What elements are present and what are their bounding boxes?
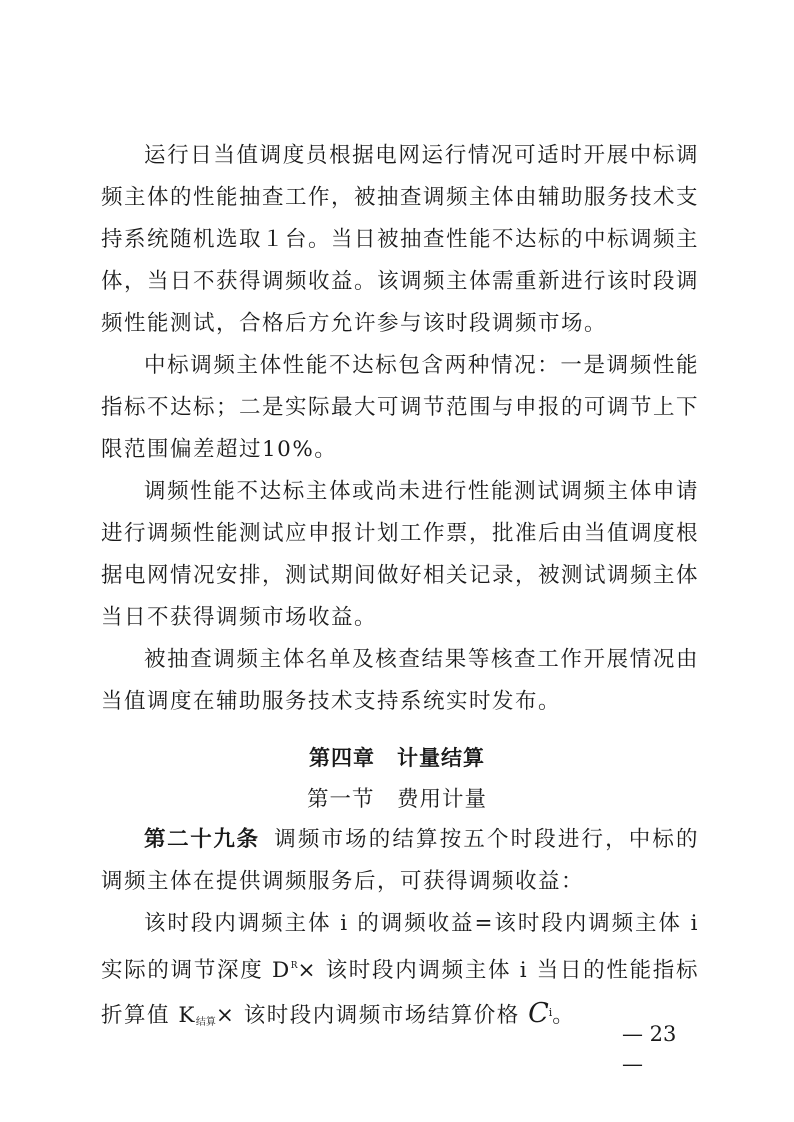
article-number: 第二十九条	[144, 827, 260, 852]
article-text: 调频市场的结算按五个时段进行，中标的调频主体在提供调频服务后，可获得调频收益：	[101, 827, 699, 894]
article-paragraph	[101, 819, 699, 903]
paragraph-performance-test: 调频性能不达标主体或尚未进行性能测试调频主体申请进行调频性能测试应申报计划工作票，批准后由当值调度根据电网情况安排，测试期间做好相关记录，被测试调频主体当日不获得调频市场收益。	[101, 479, 700, 630]
formula-paragraph	[101, 903, 699, 1044]
formula-end: 。	[552, 1003, 576, 1028]
paragraph-performance-conditions: 中标调频主体性能不达标包含两种情况：一是调频性能指标不达标；二是实际最大可调节范围与申报的可调节上下限范围偏差超过10%。	[101, 353, 700, 462]
clearing-price-subscript: i	[548, 1006, 553, 1019]
paragraph-spot-check: 运行日当值调度员根据电网运行情况可适时开展中标调频主体的性能抽查工作，被抽查调频主体由辅助服务技术支持系统随机选取１台。当日被抽查性能不达标的中标调频主体，当日不获得调频收益。该调频主体需重新进行该时段调频性能测试，合格后方允许参与该时段调频市场。	[101, 143, 700, 336]
formula-part-3: × 该时段内调频市场结算价格	[215, 1003, 529, 1028]
section-title: 第一节 费用计量	[306, 787, 487, 812]
clearing-price-symbol: C	[528, 998, 549, 1029]
formula-part-1: 该时段内调频主体 i 的调频收益=该时段内调频主体 i 实际的调节深度 D	[101, 911, 699, 983]
paragraph-publication: 被抽查调频主体名单及核查结果等核查工作开展情况由当值调度在辅助服务技术支持系统实时发布。	[101, 647, 699, 714]
d-superscript: R	[290, 961, 298, 971]
page-number: — 23 —	[622, 1022, 677, 1076]
chapter-title: 第四章 计量结算	[309, 746, 485, 770]
formula-part-2: × 该时段内调频主体 i 当日的性能指标折算值 K	[101, 958, 699, 1028]
k-subscript: 结算	[195, 1017, 216, 1028]
